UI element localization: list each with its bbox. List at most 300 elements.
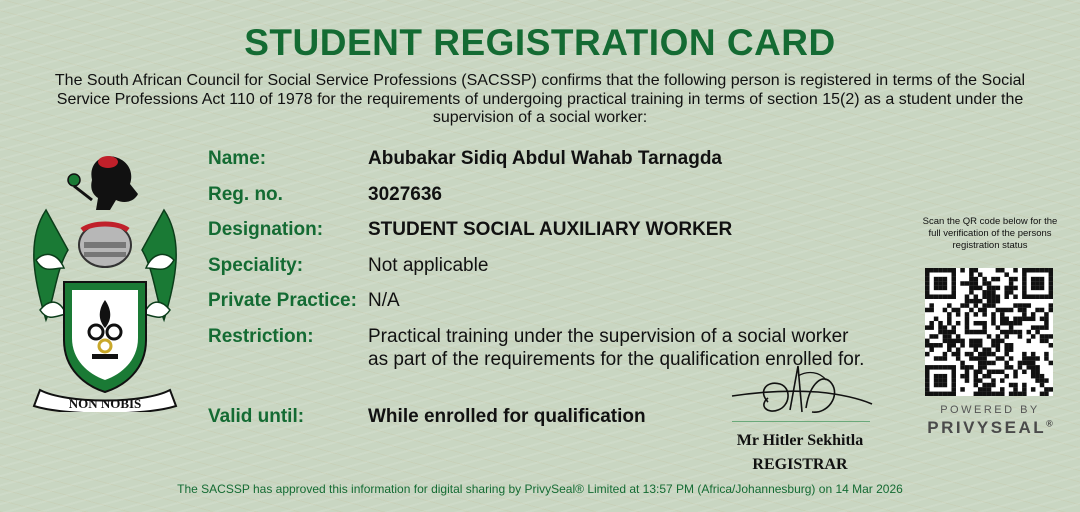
qr-module (1031, 374, 1036, 379)
qr-module (1040, 339, 1045, 344)
qr-module (1022, 277, 1027, 282)
qr-module (938, 378, 943, 383)
qr-module (960, 268, 965, 273)
qr-module (1000, 317, 1005, 322)
qr-module (1009, 308, 1014, 313)
qr-module (987, 374, 992, 379)
qr-module (934, 317, 939, 322)
qr-module (1022, 317, 1027, 322)
qr-module (925, 281, 930, 286)
qr-module (929, 268, 934, 273)
qr-module (1031, 356, 1036, 361)
qr-module (1049, 272, 1053, 277)
qr-module (991, 343, 996, 348)
qr-module (1044, 339, 1049, 344)
qr-module (996, 277, 1001, 282)
qr-module (974, 370, 979, 375)
valid-until-value: While enrolled for qualification (368, 406, 646, 427)
qr-module (1018, 361, 1023, 366)
qr-module (1040, 281, 1045, 286)
qr-module (969, 277, 974, 282)
qr-module (965, 312, 970, 317)
qr-module (1013, 268, 1018, 273)
qr-module (982, 392, 987, 396)
qr-module (982, 290, 987, 295)
qr-module (1004, 352, 1009, 357)
qr-module (938, 330, 943, 335)
qr-module (991, 383, 996, 388)
qr-module (960, 281, 965, 286)
qr-module (938, 325, 943, 330)
qr-module (1022, 303, 1027, 308)
qr-module (1035, 330, 1040, 335)
qr-module (996, 334, 1001, 339)
qr-module (925, 370, 930, 375)
name-label: Name: (208, 148, 267, 169)
qr-module (934, 392, 939, 396)
qr-module (938, 343, 943, 348)
qr-module (978, 392, 983, 396)
qr-module (1022, 272, 1027, 277)
qr-module (978, 352, 983, 357)
qr-module (1031, 277, 1036, 282)
signature-line (732, 421, 870, 422)
qr-module (1004, 321, 1009, 326)
qr-module (925, 383, 930, 388)
qr-module (991, 370, 996, 375)
qr-module (969, 286, 974, 291)
qr-module (1040, 277, 1045, 282)
qr-module (925, 277, 930, 282)
qr-module (951, 374, 956, 379)
qr-module (960, 303, 965, 308)
qr-module (991, 392, 996, 396)
qr-module (982, 356, 987, 361)
qr-module (951, 370, 956, 375)
qr-module (956, 308, 961, 313)
qr-module (938, 286, 943, 291)
qr-module (1013, 294, 1018, 299)
qr-module (1027, 330, 1032, 335)
qr-module (938, 277, 943, 282)
qr-module (951, 330, 956, 335)
qr-module (991, 299, 996, 304)
qr-module (1031, 325, 1036, 330)
qr-module (1035, 268, 1040, 273)
qr-module (974, 383, 979, 388)
qr-module (978, 321, 983, 326)
qr-module (996, 286, 1001, 291)
qr-module (1022, 294, 1027, 299)
qr-module (1022, 392, 1027, 396)
qr-module (960, 374, 965, 379)
qr-module (960, 361, 965, 366)
qr-module (929, 325, 934, 330)
qr-module (925, 272, 930, 277)
qr-module (965, 325, 970, 330)
qr-module (965, 374, 970, 379)
qr-module (951, 272, 956, 277)
qr-module (1035, 365, 1040, 370)
privyseal-logo (920, 418, 1060, 438)
qr-module (1022, 352, 1027, 357)
qr-code-icon[interactable] (925, 268, 1053, 396)
qr-module (982, 347, 987, 352)
qr-module (1013, 387, 1018, 392)
qr-module (974, 378, 979, 383)
qr-module (982, 383, 987, 388)
qr-module (1044, 334, 1049, 339)
qr-module (1004, 374, 1009, 379)
qr-module (974, 268, 979, 273)
qr-module (943, 286, 948, 291)
qr-module (1022, 268, 1027, 273)
qr-module (1009, 286, 1014, 291)
qr-module (951, 286, 956, 291)
qr-module (982, 352, 987, 357)
qr-module (1027, 356, 1032, 361)
qr-module (1013, 321, 1018, 326)
qr-module (934, 343, 939, 348)
qr-module (956, 334, 961, 339)
qr-module (1022, 383, 1027, 388)
qr-module (991, 339, 996, 344)
qr-module (947, 334, 952, 339)
qr-module (987, 334, 992, 339)
qr-module (1004, 317, 1009, 322)
qr-module (947, 343, 952, 348)
qr-module (951, 290, 956, 295)
qr-module (1009, 383, 1014, 388)
qr-module (925, 268, 930, 273)
qr-module (982, 312, 987, 317)
qr-module (1022, 308, 1027, 313)
qr-module (1000, 370, 1005, 375)
qr-module (1035, 325, 1040, 330)
qr-module (947, 317, 952, 322)
qr-module (956, 356, 961, 361)
qr-module (929, 392, 934, 396)
qr-module (1040, 334, 1045, 339)
qr-module (1035, 281, 1040, 286)
qr-module (951, 308, 956, 313)
qr-module (1013, 383, 1018, 388)
brand-mark: ® (1046, 418, 1053, 429)
qr-module (956, 321, 961, 326)
qr-module (1035, 294, 1040, 299)
qr-module (1004, 286, 1009, 291)
qr-module (965, 281, 970, 286)
qr-module (982, 387, 987, 392)
qr-module (929, 321, 934, 326)
qr-module (1031, 365, 1036, 370)
qr-module (947, 268, 952, 273)
qr-module (947, 347, 952, 352)
qr-module (1022, 387, 1027, 392)
qr-module (978, 339, 983, 344)
qr-module (1031, 294, 1036, 299)
qr-module (956, 312, 961, 317)
qr-module (965, 303, 970, 308)
qr-module (1004, 334, 1009, 339)
qr-module (943, 383, 948, 388)
qr-module (929, 308, 934, 313)
qr-module (1044, 321, 1049, 326)
qr-module (969, 330, 974, 335)
qr-module (991, 303, 996, 308)
qr-module (982, 330, 987, 335)
qr-module (978, 343, 983, 348)
designation-label: Designation: (208, 219, 324, 240)
qr-module (943, 352, 948, 357)
footer-note: The SACSSP has approved this information for digital sharing by PrivySeal® Limited at 13:57 PM (Africa/Johannesburg) on 14 Mar 2026 (177, 482, 903, 496)
qr-module (1027, 268, 1032, 273)
qr-module (934, 294, 939, 299)
qr-module (929, 365, 934, 370)
qr-module (996, 325, 1001, 330)
qr-module (974, 286, 979, 291)
qr-module (1013, 303, 1018, 308)
qr-module (1027, 361, 1032, 366)
qr-module (1009, 347, 1014, 352)
qr-module (1044, 317, 1049, 322)
qr-module (925, 343, 930, 348)
qr-module (982, 308, 987, 313)
qr-module (1004, 343, 1009, 348)
qr-module (982, 321, 987, 326)
restriction-line-1: Practical training under the supervision of a social worker (368, 326, 849, 347)
qr-module (943, 392, 948, 396)
qr-module (991, 361, 996, 366)
qr-module (987, 387, 992, 392)
qr-module (943, 365, 948, 370)
qr-module (987, 347, 992, 352)
qr-module (925, 392, 930, 396)
qr-module (934, 383, 939, 388)
qr-module (929, 343, 934, 348)
qr-module (925, 339, 930, 344)
qr-module (1004, 290, 1009, 295)
qr-module (951, 325, 956, 330)
qr-module (969, 339, 974, 344)
qr-module (982, 277, 987, 282)
qr-module (934, 281, 939, 286)
qr-module (991, 317, 996, 322)
qr-module (1013, 317, 1018, 322)
qr-module (1009, 343, 1014, 348)
qr-module (996, 343, 1001, 348)
qr-module (956, 347, 961, 352)
qr-module (1027, 317, 1032, 322)
qr-module (929, 347, 934, 352)
qr-module (1013, 392, 1018, 396)
qr-module (987, 294, 992, 299)
qr-module (1022, 290, 1027, 295)
qr-module (925, 378, 930, 383)
qr-module (978, 308, 983, 313)
qr-module (996, 370, 1001, 375)
qr-module (991, 277, 996, 282)
qr-module (1044, 356, 1049, 361)
qr-module (1035, 356, 1040, 361)
signatory-role: REGISTRAR (752, 456, 848, 473)
qr-module (934, 334, 939, 339)
qr-module (982, 365, 987, 370)
qr-module (1000, 330, 1005, 335)
qr-module (925, 365, 930, 370)
brand-name: PRIVYSEAL (927, 418, 1047, 437)
qr-module (929, 334, 934, 339)
signature-icon (728, 362, 876, 426)
coat-of-arms-icon (26, 150, 184, 412)
qr-module (974, 339, 979, 344)
private-practice-value: N/A (368, 290, 400, 311)
qr-module (974, 347, 979, 352)
qr-module (1004, 272, 1009, 277)
qr-module (943, 268, 948, 273)
qr-module (987, 383, 992, 388)
qr-module (1009, 365, 1014, 370)
qr-module (943, 308, 948, 313)
qr-module (974, 299, 979, 304)
qr-module (951, 365, 956, 370)
qr-module (965, 330, 970, 335)
qr-module (1040, 286, 1045, 291)
qr-module (1031, 334, 1036, 339)
qr-module (982, 281, 987, 286)
qr-module (1022, 312, 1027, 317)
qr-module (965, 370, 970, 375)
qr-module (991, 312, 996, 317)
qr-module (951, 268, 956, 273)
qr-module (1000, 339, 1005, 344)
qr-module (934, 286, 939, 291)
qr-module (938, 268, 943, 273)
qr-module (1040, 374, 1045, 379)
qr-module (1009, 290, 1014, 295)
qr-module (1031, 286, 1036, 291)
qr-module (1013, 330, 1018, 335)
qr-module (965, 365, 970, 370)
qr-module (960, 387, 965, 392)
qr-module (1027, 365, 1032, 370)
qr-module (1018, 303, 1023, 308)
restriction-label: Restriction: (208, 326, 314, 347)
qr-module (938, 392, 943, 396)
qr-module (978, 387, 983, 392)
qr-module (982, 361, 987, 366)
qr-module (1049, 343, 1053, 348)
qr-module (1031, 312, 1036, 317)
qr-module (987, 281, 992, 286)
qr-module (1013, 286, 1018, 291)
qr-module (1044, 392, 1049, 396)
qr-module (969, 299, 974, 304)
qr-module (987, 361, 992, 366)
qr-module (996, 356, 1001, 361)
qr-module (987, 392, 992, 396)
qr-module (991, 352, 996, 357)
qr-module (1000, 308, 1005, 313)
qr-module (1031, 361, 1036, 366)
qr-module (969, 268, 974, 273)
qr-module (991, 294, 996, 299)
qr-module (943, 339, 948, 344)
qr-module (974, 374, 979, 379)
qr-module (991, 286, 996, 291)
restriction-line-2: as part of the requirements for the qualification enrolled for. (368, 349, 865, 370)
qr-module (978, 365, 983, 370)
qr-module (938, 321, 943, 326)
qr-module (934, 378, 939, 383)
qr-module (974, 294, 979, 299)
qr-module (925, 286, 930, 291)
qr-module (943, 378, 948, 383)
qr-module (1049, 277, 1053, 282)
qr-module (987, 352, 992, 357)
qr-module (987, 303, 992, 308)
qr-module (1004, 361, 1009, 366)
qr-module (1035, 374, 1040, 379)
qr-module (965, 299, 970, 304)
qr-module (1040, 325, 1045, 330)
qr-module (947, 321, 952, 326)
qr-module (982, 303, 987, 308)
qr-module (951, 387, 956, 392)
qr-module (1035, 370, 1040, 375)
qr-module (951, 392, 956, 396)
qr-module (947, 365, 952, 370)
qr-module (1031, 317, 1036, 322)
qr-module (938, 374, 943, 379)
qr-module (1049, 334, 1053, 339)
qr-module (1018, 392, 1023, 396)
reg-no-label: Reg. no. (208, 184, 283, 205)
qr-module (1000, 378, 1005, 383)
qr-module (1049, 303, 1053, 308)
qr-module (1009, 330, 1014, 335)
signatory-name: Mr Hitler Sekhitla (736, 432, 864, 449)
qr-module (938, 383, 943, 388)
qr-module (956, 339, 961, 344)
qr-module (978, 272, 983, 277)
qr-module (974, 330, 979, 335)
qr-module (1031, 281, 1036, 286)
qr-module (996, 294, 1001, 299)
qr-module (996, 392, 1001, 396)
qr-module (1035, 277, 1040, 282)
qr-module (1049, 268, 1053, 273)
qr-module (1027, 303, 1032, 308)
qr-module (965, 294, 970, 299)
qr-module (951, 383, 956, 388)
qr-module (969, 356, 974, 361)
qr-module (938, 294, 943, 299)
qr-module (1018, 317, 1023, 322)
qr-module (929, 294, 934, 299)
qr-module (969, 290, 974, 295)
qr-module (974, 281, 979, 286)
qr-module (1004, 347, 1009, 352)
qr-module (1040, 383, 1045, 388)
qr-module (969, 272, 974, 277)
qr-module (951, 352, 956, 357)
designation-value: STUDENT SOCIAL AUXILIARY WORKER (368, 219, 733, 240)
qr-module (943, 330, 948, 335)
qr-module (982, 325, 987, 330)
intro-text: The South African Council for Social Service Professions (SACSSP) confirms that the following person is registered in terms of the Social Service Professions Act 110 of 1978 for the requirements of undergoing practical training in terms of section 15(2) as a student under the supervision of a social worker: (54, 72, 1026, 126)
qr-module (1044, 378, 1049, 383)
